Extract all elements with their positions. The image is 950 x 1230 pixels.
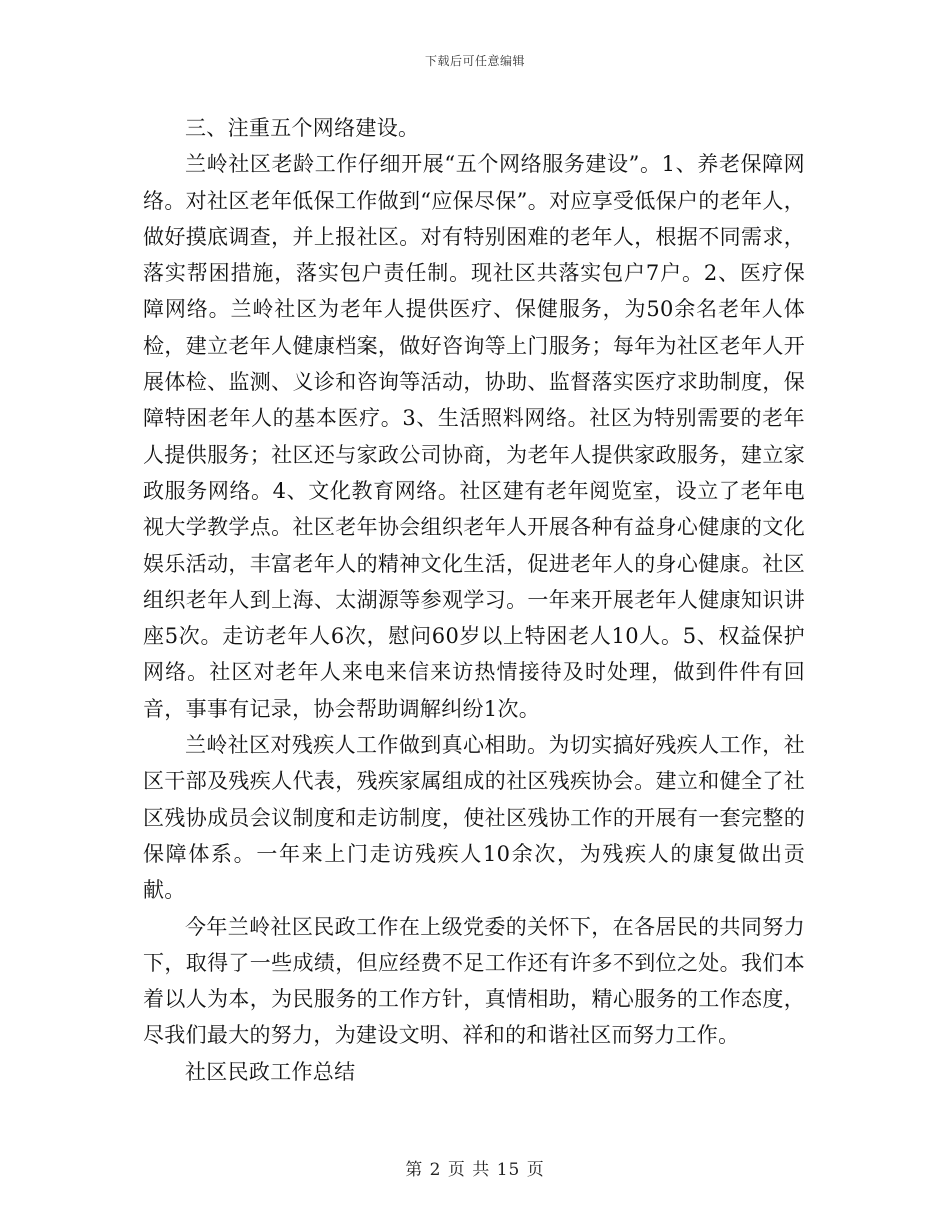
next-title: 社区民政工作总结 <box>185 1059 356 1084</box>
page-header-note: 下载后可任意编辑 <box>424 54 525 68</box>
document-body <box>143 110 805 1090</box>
paragraph-conclusion: 今年兰岭社区民政工作在上级党委的关怀下，在各居民的共同努力下，取得了一些成绩，但应经费不足工作还有许多不到位之处。我们本着以人为本，为民服务的工作方针，真情相助，精心服务的工作态度，尽我们最大的努力，为建设文明、祥和的和谐社区而努力工作。 <box>143 914 805 1048</box>
page-number-label: 第 2 页 共 15 页 <box>405 1160 545 1180</box>
section-heading: 三、注重五个网络建设。 <box>185 116 420 140</box>
paragraph-elderly-networks: 兰岭社区老龄工作仔细开展“五个网络服务建设”。1、养老保障网络。对社区老年低保工作做到“应保尽保”。对应享受低保户的老年人，做好摸底调查，并上报社区。对有特别困难的老年人，根据不同需求，落实帮困措施，落实包户责任制。现社区共落实包户7户。2、医疗保障网络。兰岭社区为老年人提供医疗、保健服务，为50余名老年人体检，建立老年人健康档案，做好咨询等上门服务；每年为社区老年人开展体检、监测、义诊和咨询等活动，协助、监督落实医疗求助制度，保障特困老年人的基本医疗。3、生活照料网络。社区为特别需要的老年人提供服务；社区还与家政公司协商，为老年人提供家政服务，建立家政服务网络。4、文化教育网络。社区建有老年阅览室，设立了老年电视大学教学点。社区老年协会组织老年人开展各种有益身心健康的文化娱乐活动，丰富老年人的精神文化生活，促进老年人的身心健康。社区组织老年人到上海、太湖源等参观学习。一年来开展老年人健康知识讲座5次。走访老年人6次，慰问60岁以上特困老人10人。5、权益保护网络。社区对老年人来电来信来访热情接待及时处理，做到件件有回音，事事有记录，协会帮助调解纠纷1次。 <box>143 152 805 721</box>
paragraph-disabled-work: 兰岭社区对残疾人工作做到真心相助。为切实搞好残疾人工作，社区干部及残疾人代表，残疾家属组成的社区残疾协会。建立和健全了社区残协成员会议制度和走访制度，使社区残协工作的开展有一套完整的保障体系。一年来上门走访残疾人10余次，为残疾人的康复做出贡献。 <box>143 733 805 903</box>
page-number <box>0 1155 950 1180</box>
